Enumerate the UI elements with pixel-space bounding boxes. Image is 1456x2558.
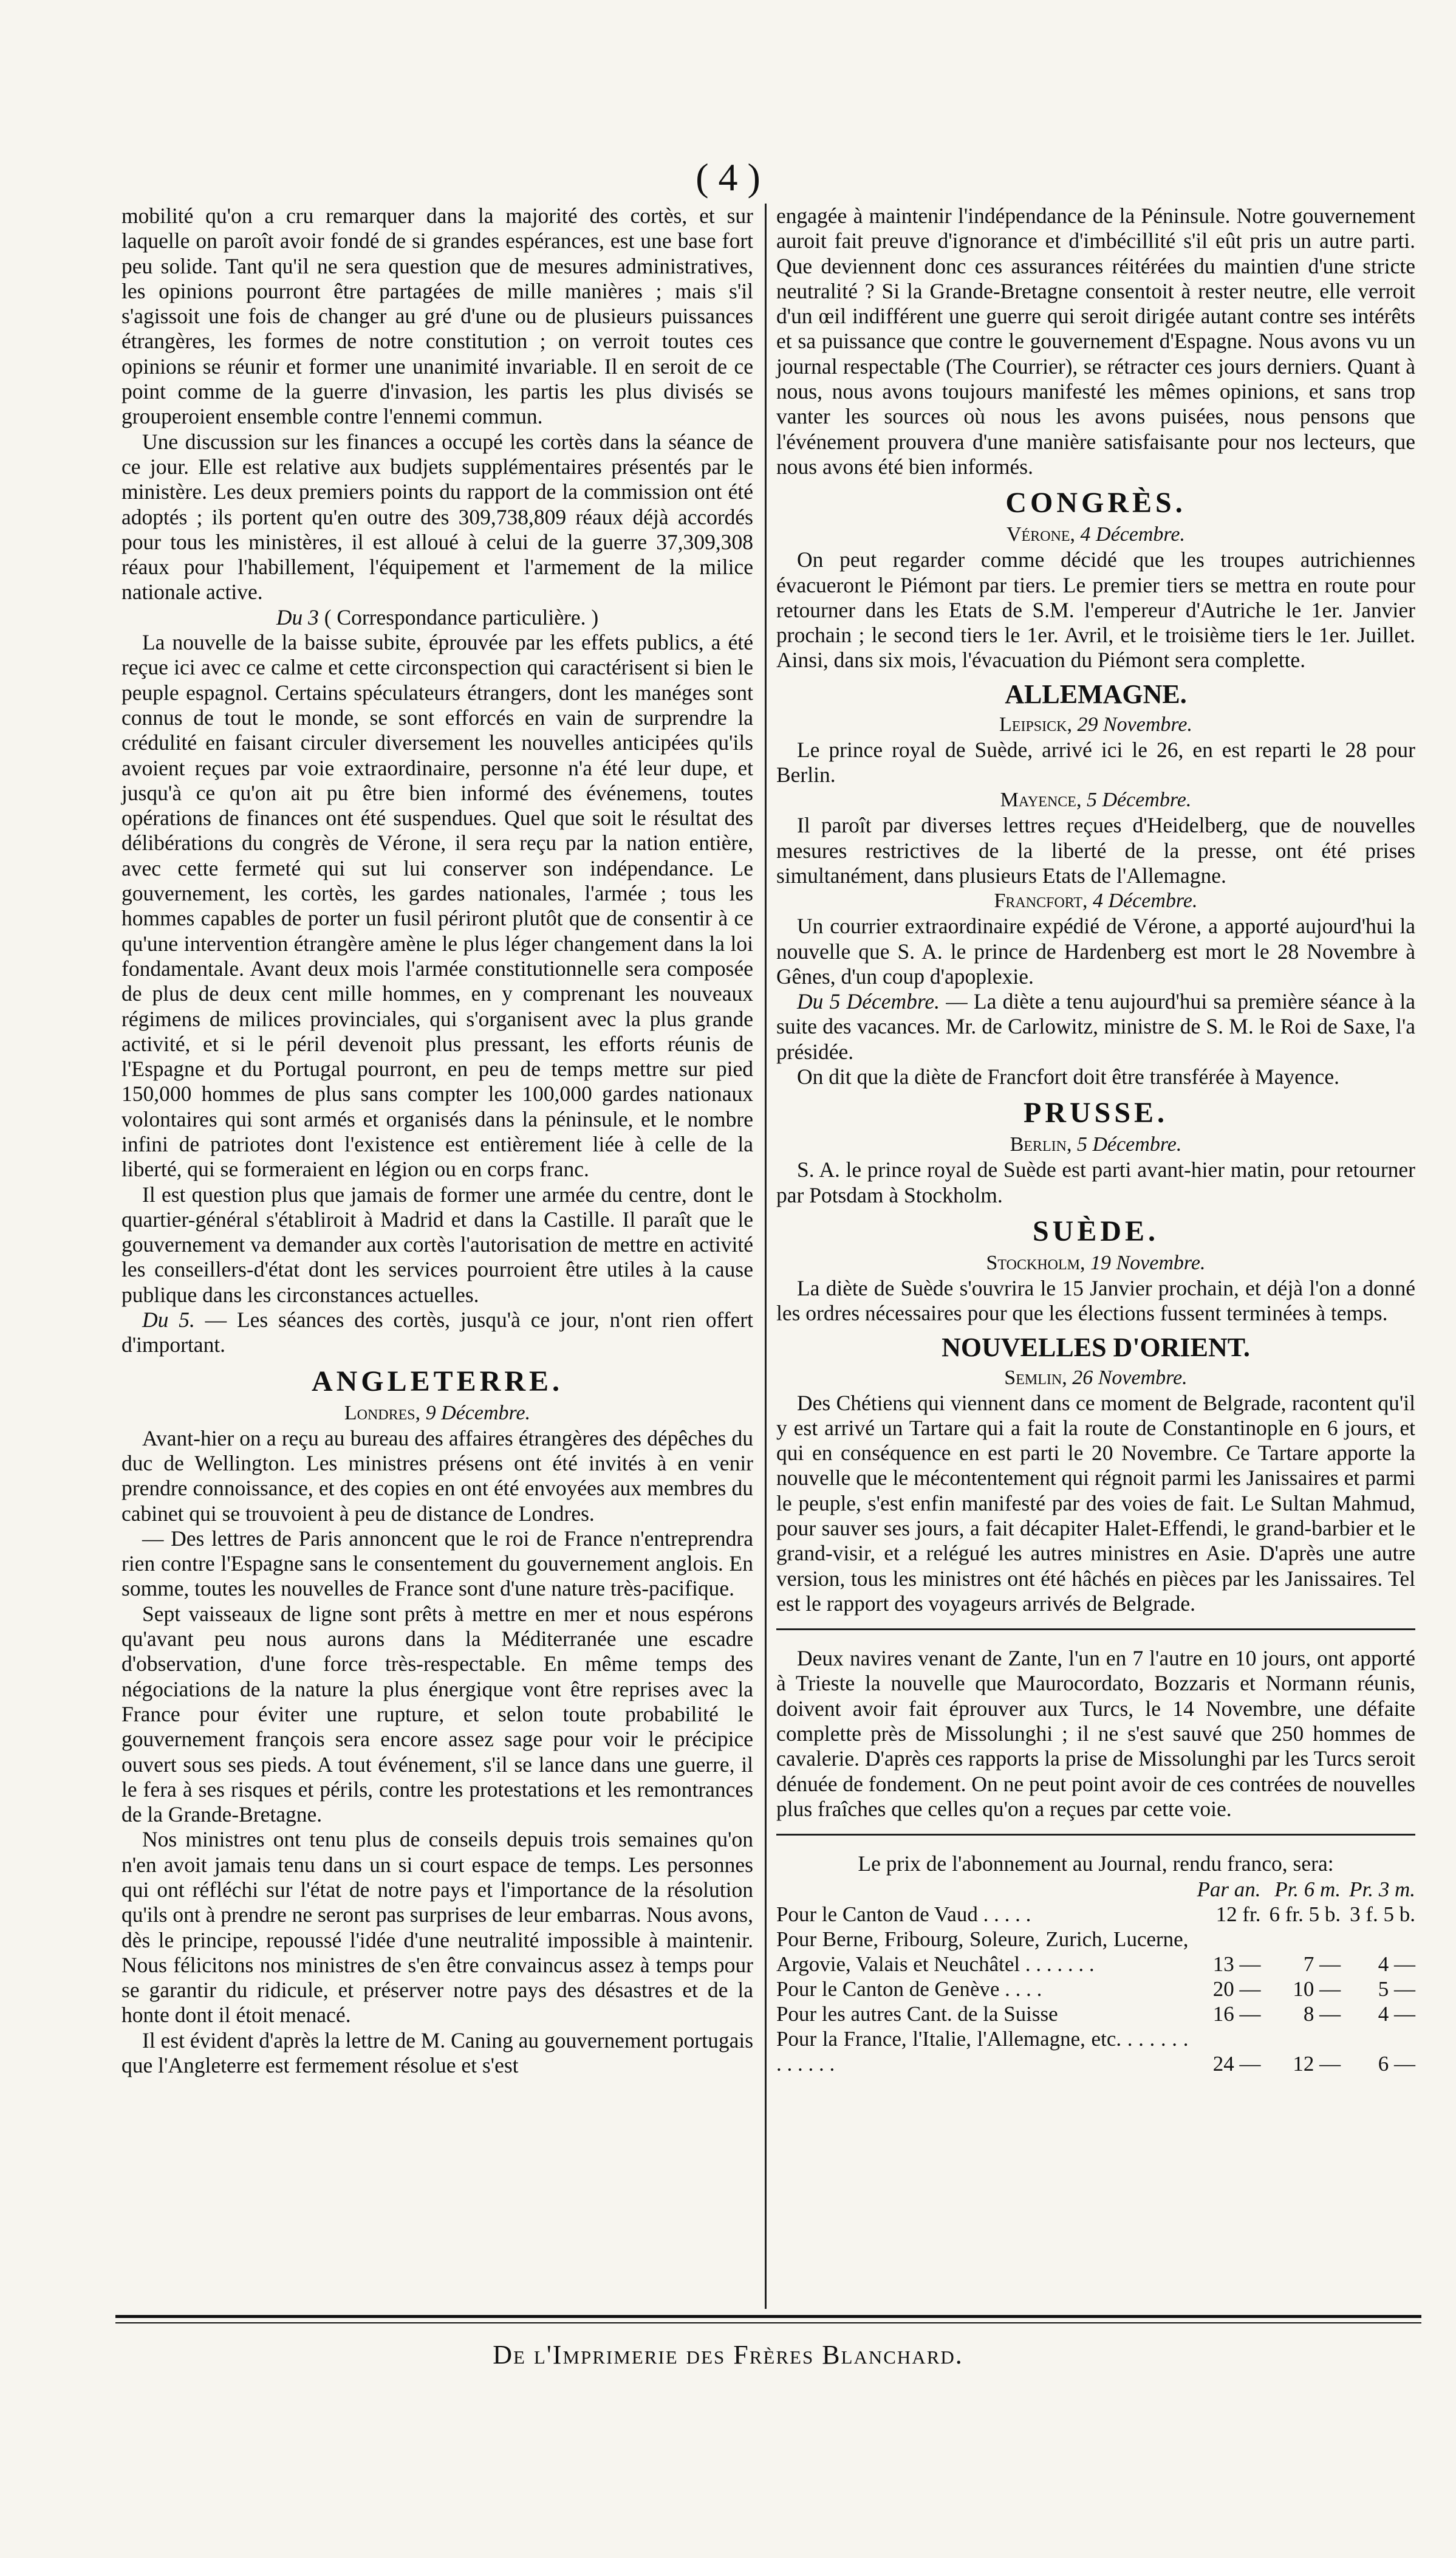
row-label: Pour Berne, Fribourg, Soleure, Zurich, Lucerne, Argovie, Valais et Neuchâtel . . . . . . . (776, 1927, 1189, 1976)
dateline-verone: Vérone, 4 Décembre. (1007, 523, 1185, 546)
section-divider (776, 1628, 1415, 1630)
price-6m: 7 — (1303, 1952, 1341, 1976)
dateline-place: Leipsick (999, 713, 1067, 736)
row-label: Pour la France, l'Italie, l'Allemagne, etc. . . . . . . . . . . . . (776, 2026, 1189, 2076)
paragraph: Avant-hier on a reçu au bureau des affaires étrangères des dépêches du duc de Wellington. Les ministres présens ont été invités à en venir prendre connoissance, et des copies en ont été envoyées aux membres du cabinet qui se trouvoient à peu de distance de Londres. (121, 1425, 753, 1526)
price-6m: 6 fr. 5 b. (1269, 1902, 1341, 1926)
price-6m: 10 — (1293, 1977, 1341, 2001)
subscription-intro: Le prix de l'abonnement au Journal, rendu franco, sera: (858, 1851, 1334, 1876)
table-row (776, 1977, 1415, 2001)
column-header: Pr. 6 m. (1274, 1877, 1341, 1901)
subscription-table (776, 1877, 1415, 2076)
subscription-box (776, 1851, 1415, 2076)
paragraph: engagée à maintenir l'indépendance de la Péninsule. Notre gouvernement auroit fait preuve d'ignorance et d'imbécillité s'il eût pris un autre parti. Que deviennent donc ces assurances réitérées du maintien d'une stricte neutralité ? Si la Grande-Bretagne consentoit à rester neutre, elle verroit d'un œil indifférent une guerre qui seroit dirigée autant contre ses intérêts et sa puissance que contre le gouvernement d'Espagne. Nous avons vu un journal respectable (The Courrier), se rétracter ces jours derniers. Quant à nous, nous avons toujours manifesté les mêmes opinions, et sans trop vanter les sources où nous les avons puisées, nous pensons que l'événement prouvera d'une manière satisfaisante pour nos lecteurs, que nous avons été bien informés. (776, 204, 1415, 479)
dateline-place: Francfort (994, 890, 1083, 913)
paragraph-text: — La diète a tenu aujourd'hui sa première séance à la suite des vacances. Mr. de Carlowitz, ministre de S. M. le Roi de Saxe, l'a présidée. (776, 989, 1416, 1064)
dateline-date: 5 Décembre. (1086, 789, 1192, 812)
price-year: 13 — (1212, 1952, 1261, 1976)
dateline-date: 26 Novembre. (1072, 1366, 1188, 1389)
page-number: ( 4 ) (696, 156, 760, 199)
paragraph: On peut regarder comme décidé que les troupes autrichiennes évacueront le Piémont par tiers. Le premier tiers se mettra en route pour retourner dans les Etats de S.M. l'empereur d'Autriche le 1er. Janvier prochain ; le second tiers le 1er. Avril, et le troisième tiers le 1er. Juillet. Ainsi, dans six mois, l'évacuation du Piémont sera complette. (776, 547, 1415, 673)
paragraph: S. A. le prince royal de Suède est parti avant-hier matin, pour retourner par Potsdam à Stockholm. (776, 1157, 1415, 1207)
paragraph: Une discussion sur les finances a occupé les cortès dans la séance de ce jour. Elle est relative aux budjets supplémentaires présentés par le ministère. Les deux premiers points du rapport de la commission ont été adoptés ; ils portent qu'en outre des 309,738,809 réaux déjà accordés pour tous les ministères, il est alloué à celui de la guerre 37,309,308 réaux pour l'habillement, l'équipement et l'armement de la milice nationale active. (121, 429, 753, 605)
paragraph: On dit que la diète de Francfort doit être transférée à Mayence. (797, 1065, 1340, 1089)
price-year: 24 — (1212, 2051, 1261, 2076)
price-year: 20 — (1212, 1977, 1261, 2001)
dateline-mayence: Mayence, 5 Décembre. (1000, 789, 1192, 812)
dateline-date: 19 Novembre. (1090, 1251, 1206, 1274)
paragraph-text: — Les séances des cortès, jusqu'à ce jour, n'ont rien offert d'important. (121, 1308, 753, 1357)
paragraph: Il est évident d'après la lettre de M. Caning au gouvernement portugais que l'Angleterre est fermement résolue et s'est (121, 2028, 754, 2078)
dateline-place: Vérone (1007, 523, 1070, 546)
column-divider (765, 204, 767, 2309)
paragraph: La nouvelle de la baisse subite, éprouvée par les effets publics, a été reçue ici avec ce calme et cette circonspection qui caractérisent si bien le peuple espagnol. Certains spéculateurs étrangers, dont les manéges sont connus de tout le monde, se sont efforcés en vain de surprendre la crédulité en faisant circuler diversement les nouvelles anticipées qu'ils avoient reçues par voie extraordinaire, personne n'a été leur dupe, et jusqu'à ce qu'on ait pu être bien informé des événemens, toutes opérations de finances ont été suspendues. Quel que soit le résultat des délibérations du congrès de Vérone, il sera reçu par la nation entière, avec cette fermeté qui sut lui conserver son indépendance. Le gouvernement, les cortès, les gardes nationales, l'armée ; tous les hommes capables de porter un fusil périront plutôt que de consentir à ce qu'une intervention étrangère amène le plus léger changement dans la loi fondamentale. Avant deux mois l'armée constitutionnelle sera composée de plus de deux cent mille hommes, en y comprenant les nouveaux régimens de milices provinciales, qui s'organisent avec la plus grande activité, et si le péril devenoit plus pressant, les efforts réunis de l'Espagne et du Portugal pourront, en peu de temps mettre sur pied 150,000 hommes de plus sans compter les 100,000 gardes nationaux volontaires qui sont armés et organisés dans la péninsule, et le nombre infini de patriotes dont l'existence est entièrement liée à celle de la liberté, qui se formeraient en légion ou en corps franc. (121, 630, 753, 1182)
price-3m: 5 — (1378, 1977, 1415, 2001)
table-row (776, 2026, 1415, 2076)
price-3m: 4 — (1378, 1952, 1415, 1976)
dateline-label: ( Correspondance particulière. ) (324, 605, 599, 629)
right-column (776, 204, 1415, 2076)
section-heading-congres: CONGRÈS. (1005, 487, 1186, 519)
paragraph: Le prince royal de Suède, arrivé ici le 26, en est reparti le 28 pour Berlin. (776, 737, 1415, 787)
left-column (121, 204, 753, 2078)
dateline-place: Semlin (1004, 1366, 1062, 1389)
paragraph: Deux navires venant de Zante, l'un en 7 l'autre en 10 jours, ont apporté à Trieste la nouvelle que Maurocordato, Bozzaris et Normann réunis, doivent avoir fait éprouver aux Turcs, le 14 Novembre, une défaite complette près de Missolunghi ; il ne s'est sauvé que 250 hommes de cavalerie. D'après ces rapports la prise de Missolunghi par les Turcs seroit dénuée de fondement. On ne peut point avoir de ces contrées de nouvelles plus fraîches que celles qu'on a reçues par cette voie. (776, 1646, 1415, 1821)
dateline-stockholm: Stockholm, 19 Novembre. (986, 1251, 1206, 1274)
dateline (121, 605, 753, 630)
section-divider (776, 1834, 1415, 1836)
price-6m: 12 — (1293, 2051, 1341, 2076)
table-row (776, 1902, 1415, 1927)
dateline-date: Du 3 (276, 605, 319, 629)
table-row (776, 2001, 1415, 2026)
dateline-berlin: Berlin, 5 Décembre. (1010, 1133, 1182, 1156)
paragraph (776, 989, 1415, 1065)
dateline-date: 5 Décembre. (1076, 1133, 1182, 1156)
row-label: Pour les autres Cant. de la Suisse (776, 2001, 1058, 2026)
dateline-francfort: Francfort, 4 Décembre. (994, 890, 1198, 913)
price-3m: 6 — (1378, 2051, 1415, 2076)
dateline-date: 9 Décembre. (425, 1401, 531, 1424)
dateline-place: Berlin (1010, 1133, 1067, 1156)
section-heading-allemagne: ALLEMAGNE. (1005, 679, 1187, 709)
price-3m: 3 f. 5 b. (1350, 1902, 1415, 1926)
section-heading-suede: SUÈDE. (1032, 1215, 1160, 1247)
column-header: Par an. (1197, 1877, 1261, 1901)
dateline-leipsick: Leipsick, 29 Novembre. (999, 713, 1192, 736)
price-year: 16 — (1212, 2001, 1261, 2026)
paragraph: Nos ministres ont tenu plus de conseils depuis trois semaines qu'on n'en avoit jamais tenu dans un si court espace de temps. Les personnes qui ont réfléchi sur l'état de notre pays et l'importance de la résolution qu'ils ont à prendre ne seront pas surprises de leur embarras. Nous avons, dès le principe, repoussé l'idée d'une neutralité impossible à maintenir. Nous félicitons nos ministres de s'en être convaincus assez à temps pour se garantir du ridicule, et préserver notre pays des désastres et de la honte dont il étoit menacé. (121, 1827, 753, 2028)
dateline-date: Du 5. (142, 1308, 195, 1332)
paragraph (121, 1308, 753, 1358)
section-heading-orient: NOUVELLES D'ORIENT. (942, 1332, 1250, 1362)
dateline-date: Du 5 Décembre. (797, 989, 940, 1014)
section-heading-prusse: PRUSSE. (1023, 1097, 1169, 1130)
paragraph: La diète de Suède s'ouvrira le 15 Janvier prochain, et déjà l'on a donné les ordres nécessaires pour que les élections fussent terminées à temps. (776, 1275, 1415, 1326)
paragraph: Il est question plus que jamais de former une armée du centre, dont le quartier-général s'établiroit à Madrid et dans la Castille. Il paraît que le gouvernement va demander aux cortès l'autorisation de mettre en activité les conseillers-d'état dont les services pourroient être utiles à la cause publique dans les circonstances actuelles. (121, 1182, 753, 1307)
dateline-place: Mayence (1000, 789, 1076, 812)
column-header: Pr. 3 m. (1349, 1877, 1415, 1901)
paragraph: — Des lettres de Paris annoncent que le roi de France n'entreprendra rien contre l'Espagne sans le consentement du gouvernement anglois. En somme, toutes les nouvelles de France sont d'une nature très-pacifique. (121, 1526, 753, 1601)
dateline-place: Londres (344, 1401, 415, 1424)
table-row (776, 1927, 1415, 1977)
dateline-date: 4 Décembre. (1080, 523, 1185, 546)
row-label: Pour le Canton de Vaud . . . . . (776, 1902, 1031, 1926)
dateline-semlin: Semlin, 26 Novembre. (1004, 1366, 1188, 1389)
paragraph: Des Chétiens qui viennent dans ce moment de Belgrade, racontent qu'il y est arrivé un Tartare qui a fait la route de Constantinople en 6 jours, et qui en conséquence en est parti le 20 Novembre. Ce Tartare apporte la nouvelle que le mécontentement qui régnoit parmi les Janissaires et parmi le peuple, s'est enfin manifesté par des voies de fait. Le Sultan Mahmud, pour sauver ses jours, a fait décapiter Halet-Effendi, le grand-barbier et le grand-visir, et a relégué les autres ministres en Asie. D'après une autre version, tous les ministres ont été hâchés en pièces par les Janissaires. Tel est le rapport des voyageurs arrivés de Belgrade. (776, 1390, 1415, 1616)
footer-rule (115, 2315, 1421, 2318)
imprint-line: De l'Imprimerie des Frères Blanchard. (493, 2340, 963, 2370)
dateline-place: Stockholm (986, 1251, 1080, 1274)
dateline-date: 4 Décembre. (1093, 890, 1198, 913)
paragraph: mobilité qu'on a cru remarquer dans la majorité des cortès, et sur laquelle on paroît avoir fondé de si grandes espérances, est une base fort peu solide. Tant qu'il ne sera question que de mesures administratives, les opinions pourront être partagées de mille manières ; mais s'il s'agissoit une fois de changer au gré d'une ou de plusieurs puissances étrangères, les formes de notre constitution ; on verroit toutes ces opinions se réunir et former une unanimité invariable. Il en seroit de ce point comme de la guerre d'invasion, les partis les plus divisés se grouperoient ensemble contre l'ennemi commun. (121, 204, 753, 429)
table-header-row (776, 1877, 1415, 1902)
price-year: 12 fr. (1215, 1902, 1261, 1926)
dateline-londres: Londres, 9 Décembre. (344, 1401, 531, 1424)
row-label: Pour le Canton de Genève . . . . (776, 1977, 1042, 2001)
price-3m: 4 — (1378, 2001, 1415, 2026)
section-heading-angleterre: ANGLETERRE. (311, 1365, 564, 1397)
paragraph: Sept vaisseaux de ligne sont prêts à mettre en mer et nous espérons qu'avant peu nous aurons dans la Méditerranée une escadre d'observation, d'une force très-respectable. En même temps des négociations de la nature la plus énergique vont être reprises avec la France pour éviter une rupture, et selon toute probabilité le gouvernement françois sera encore assez sage pour voir le précipice ouvert sous ses pieds. A tout événement, s'il se lance dans une guerre, il le fera à ses risques et périls, contre les protestations et les remontrances de la Grande-Bretagne. (121, 1601, 753, 1827)
footer-rule-thin (115, 2322, 1421, 2323)
paragraph: Il paroît par diverses lettres reçues d'Heidelberg, que de nouvelles mesures restrictives de la liberté de la presse, ont été prises simultanément, dans plusieurs Etats de l'Allemagne. (776, 813, 1415, 888)
dateline-date: 29 Novembre. (1077, 713, 1192, 736)
price-6m: 8 — (1303, 2001, 1341, 2026)
paragraph: Un courrier extraordinaire expédié de Vérone, a apporté aujourd'hui la nouvelle que S. A. le prince de Hardenberg est mort le 28 Novembre à Gênes, d'un coup d'apoplexie. (776, 914, 1415, 989)
